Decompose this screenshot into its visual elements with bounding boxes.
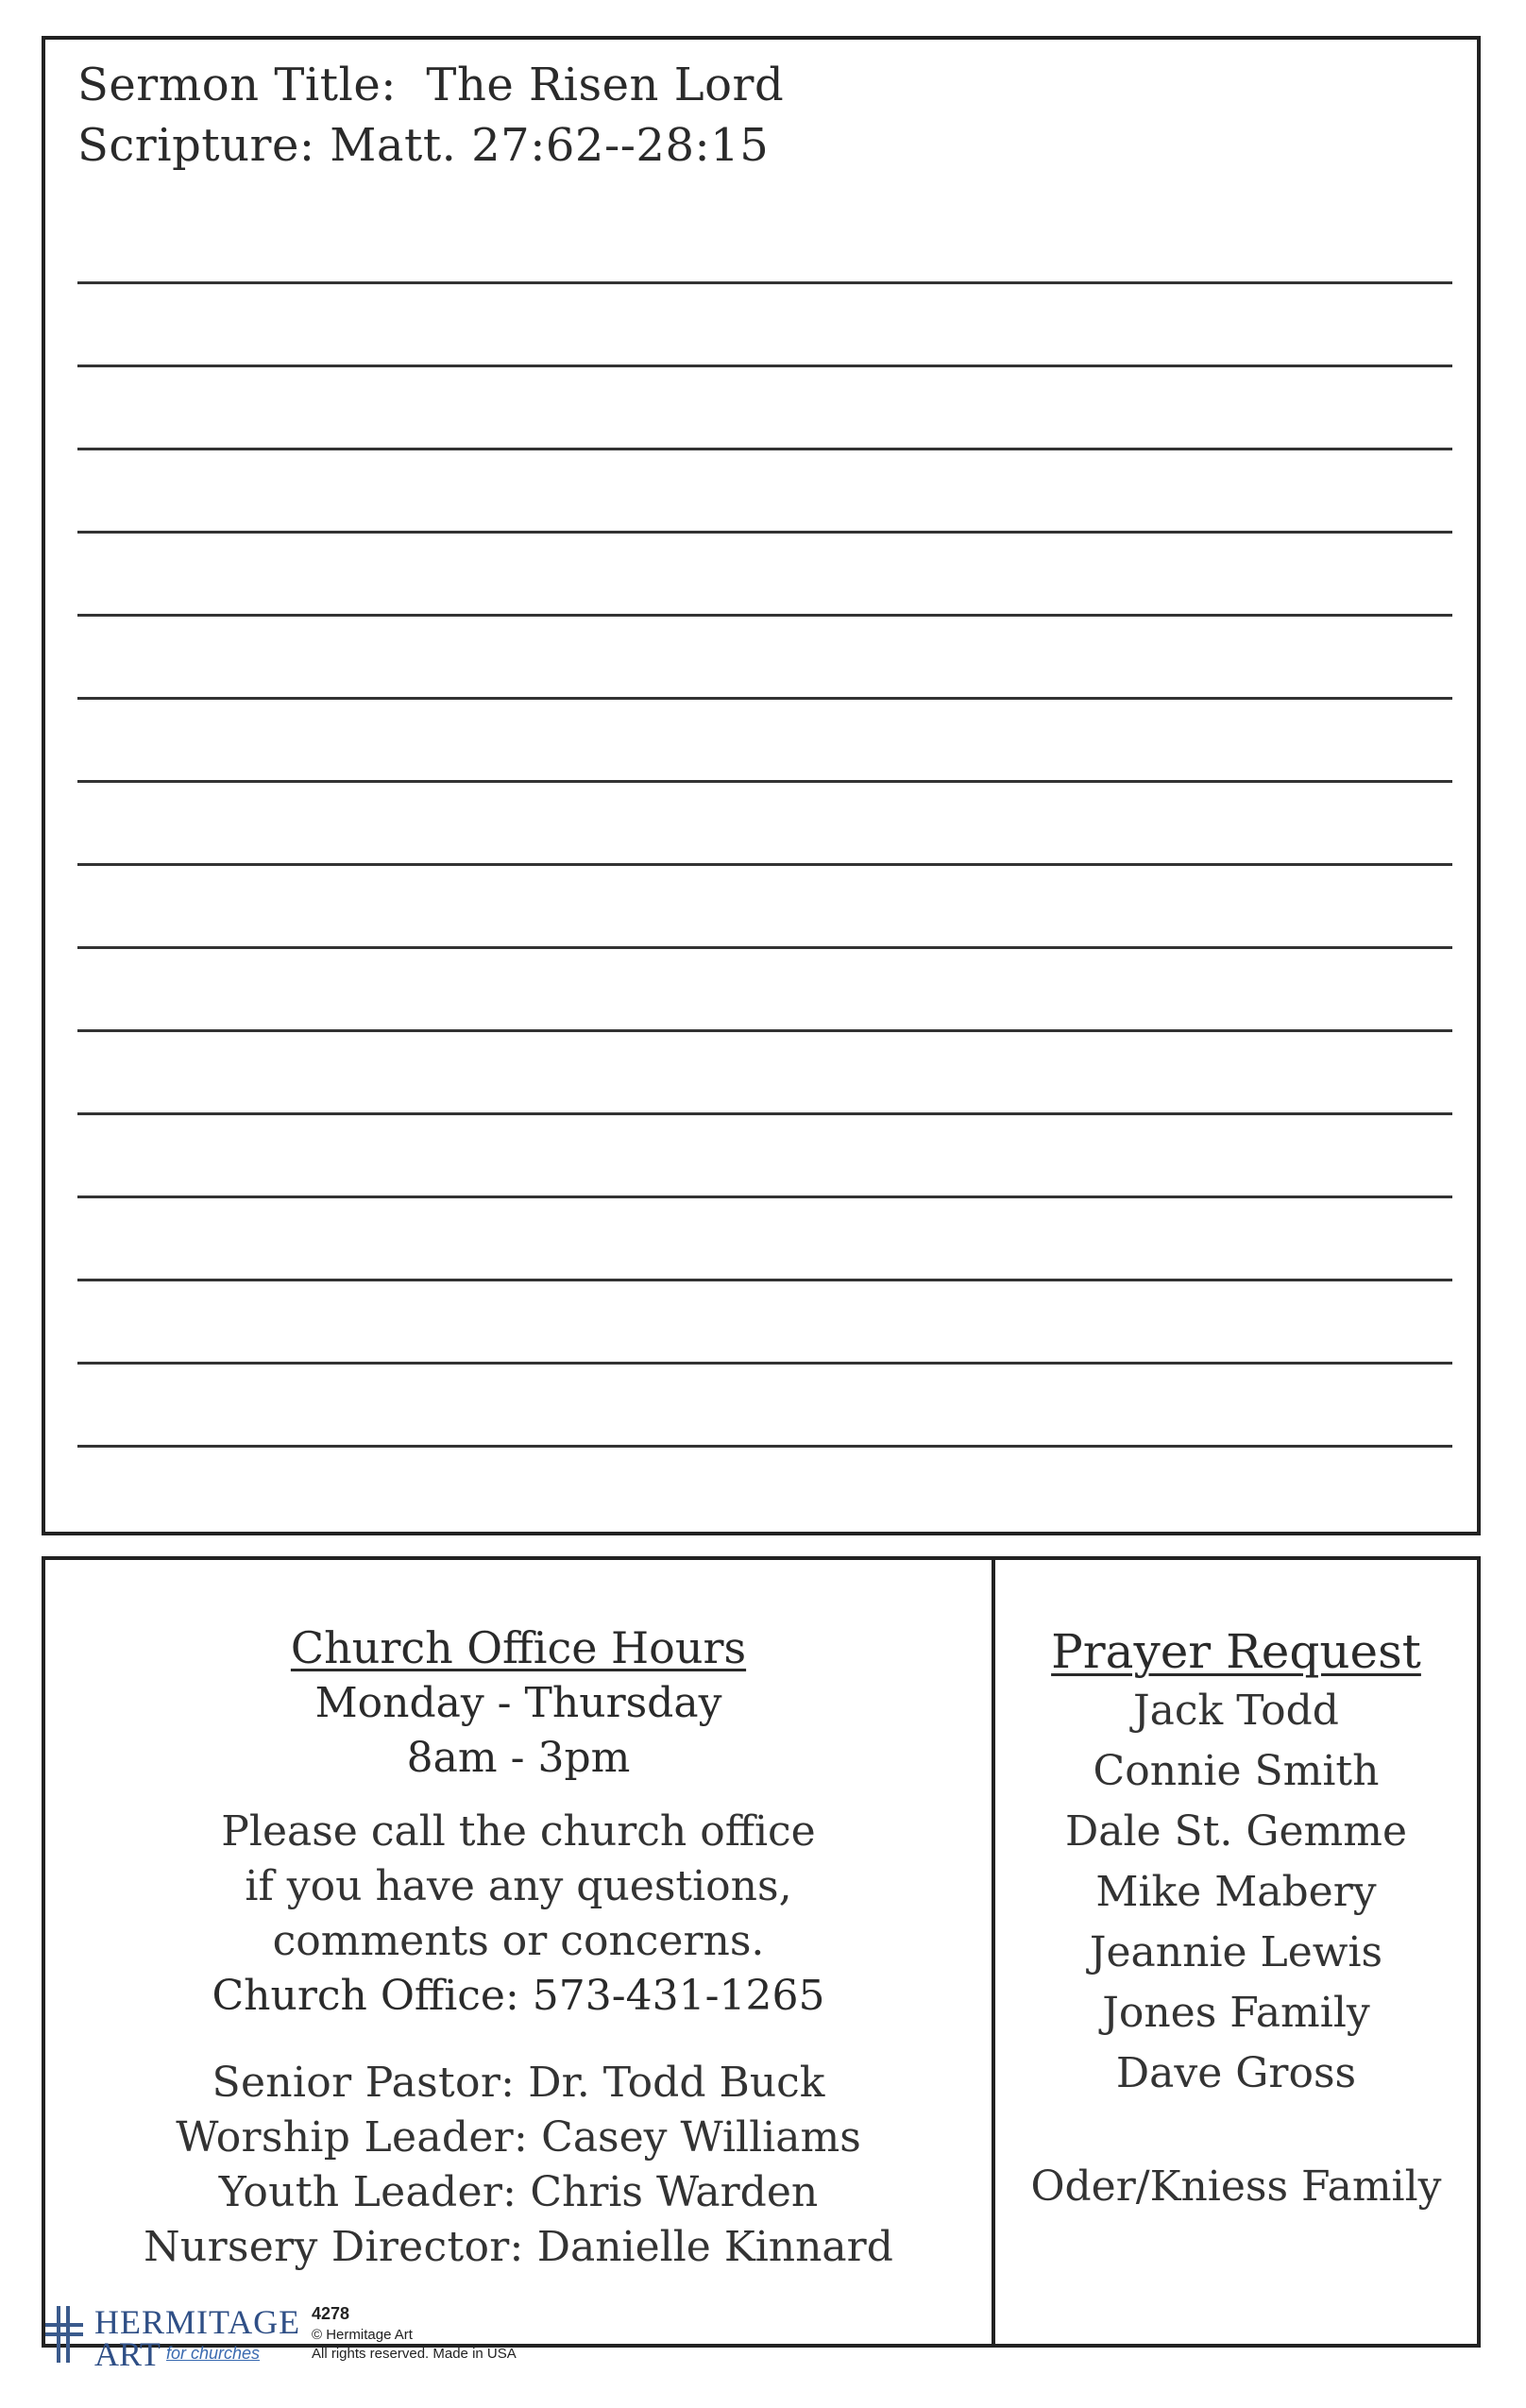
staff-name: Danielle Kinnard [536,2223,893,2271]
staff-row [45,2168,992,2216]
prayer-name: Connie Smith [1093,1747,1380,1795]
sermon-title-label: Sermon Title: [77,59,397,111]
staff-role: Nursery Director: [144,2223,524,2271]
church-office-box [42,1556,995,2348]
staff-role: Senior Pastor: [212,2059,516,2107]
logo-brand-top: HERMITAGE [94,2303,301,2341]
staff-name: Chris Warden [530,2168,819,2216]
note-line[interactable] [77,281,1452,284]
product-code: 4278 [312,2304,350,2323]
note-line[interactable] [77,863,1452,866]
prayer-name: Jeannie Lewis [1089,1928,1383,1976]
note-line[interactable] [77,1112,1452,1115]
office-phone-label: Church Office: [212,1972,519,2020]
note-line[interactable] [77,1362,1452,1365]
note-line[interactable] [77,448,1452,450]
logo-brand-bottom: ART [94,2335,161,2373]
prayer-name: Jack Todd [1133,1687,1339,1735]
note-line[interactable] [77,780,1452,783]
prayer-name: Dave Gross [1115,2049,1357,2097]
publisher-logo [45,2302,574,2373]
scripture-value: Matt. 27:62--28:15 [330,119,770,172]
note-line[interactable] [77,1445,1452,1448]
prayer-name: Mike Mabery [1095,1868,1377,1916]
note-line[interactable] [77,614,1452,617]
note-line[interactable] [77,1196,1452,1198]
rights-text: All rights reserved. Made in USA [312,2346,517,2362]
sermon-title [77,59,784,111]
sermon-title-value: The Risen Lord [426,59,785,111]
office-hours: 8am - 3pm [406,1734,631,1782]
office-hours-heading: Church Office Hours [290,1622,747,1673]
cross-logo-icon [45,2306,83,2363]
scripture-label: Scripture: [77,119,315,172]
prayer-name-extra: Oder/Kniess Family [1030,2162,1442,2211]
office-message-line: comments or concerns. [272,1917,765,1965]
note-line[interactable] [77,365,1452,367]
note-line[interactable] [77,531,1452,534]
office-hours-heading-row [45,1622,992,1673]
prayer-request-heading: Prayer Request [1051,1624,1421,1679]
sermon-scripture [77,119,769,172]
office-days: Monday - Thursday [314,1679,722,1727]
staff-row [45,2113,992,2162]
office-message-line: Please call the church office [221,1807,816,1856]
staff-row [45,2059,992,2107]
staff-name: Dr. Todd Buck [528,2059,825,2107]
sermon-notes-box [42,36,1481,1535]
staff-name: Casey Williams [541,2113,861,2162]
staff-row [45,2223,992,2271]
office-message-line: if you have any questions, [245,1862,792,1910]
note-line[interactable] [77,697,1452,700]
staff-role: Youth Leader: [218,2168,517,2216]
office-phone-row [45,1972,992,2020]
note-line[interactable] [77,1279,1452,1281]
prayer-name: Dale St. Gemme [1064,1807,1408,1856]
staff-role: Worship Leader: [176,2113,529,2162]
logo-tagline: for churches [166,2344,261,2363]
office-phone-number[interactable]: 573-431-1265 [532,1972,825,2020]
prayer-heading-row [995,1624,1477,1679]
note-line[interactable] [77,1029,1452,1032]
note-line[interactable] [77,946,1452,949]
copyright-text: © Hermitage Art [312,2327,413,2343]
prayer-name: Jones Family [1102,1989,1370,2037]
prayer-request-box [992,1556,1481,2348]
